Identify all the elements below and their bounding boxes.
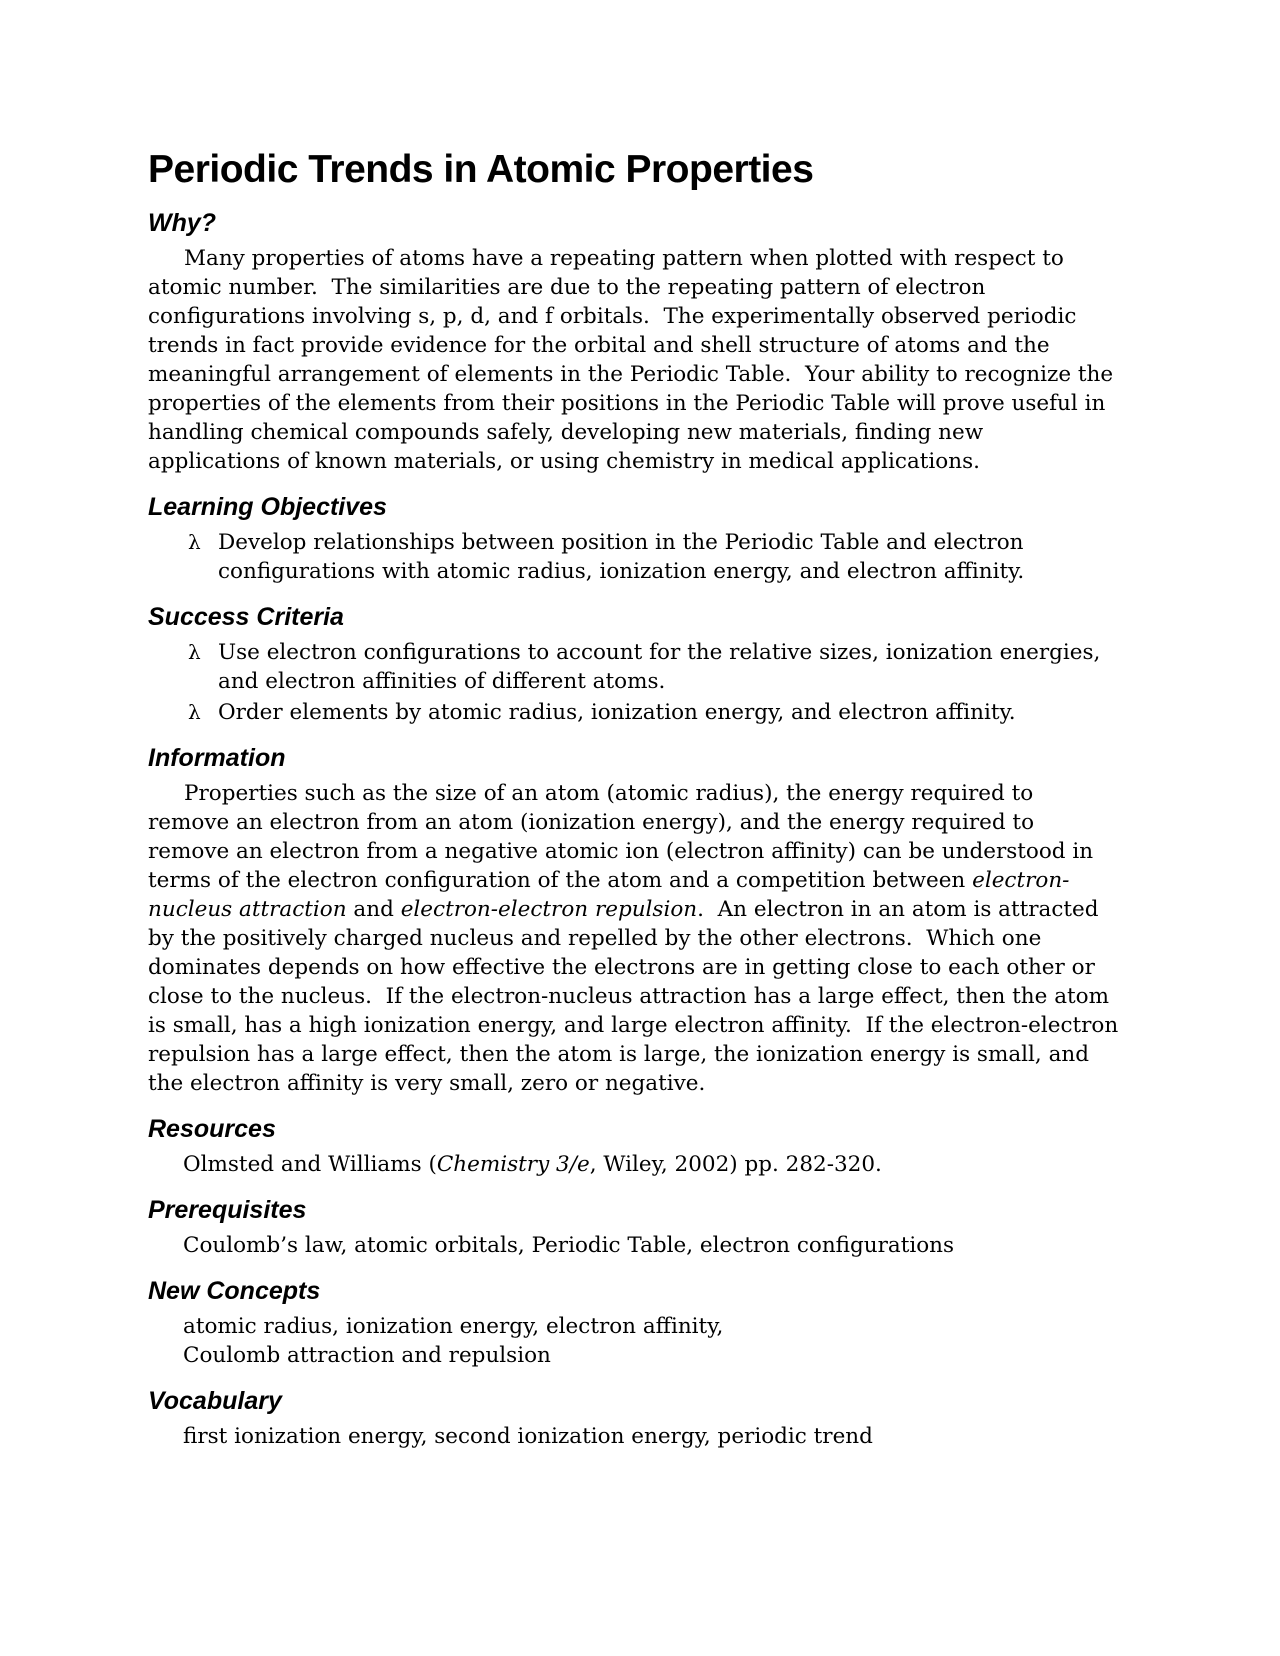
information-text: and <box>346 896 401 922</box>
information-italic-phrase: electron-electron repulsion <box>400 896 698 922</box>
page-title: Periodic Trends in Atomic Properties <box>148 148 814 191</box>
information-text: . An electron in an atom is attracted by the positively charged nucleus and repelled by the other electrons. Which one dominates depends on how effective the electrons are in getting close to each other or close to the nucleus. If the electron-nucleus attraction has a large effect, then the atom is small, has a high ionization energy, and large electron affinity. If the electron-electron repulsion has a large effect, then the atom is large, the ionization energy is small, and the electron affinity is very small, zero or negative. <box>148 896 1126 1096</box>
information-paragraph <box>148 779 1126 1098</box>
resources-citation <box>148 1150 1118 1179</box>
new-concepts-heading: New Concepts <box>148 1276 321 1305</box>
section-vocabulary <box>148 1386 1135 1451</box>
lambda-bullet-icon: λ <box>188 699 201 724</box>
section-learning-objectives <box>148 492 1135 586</box>
learning-objectives-heading: Learning Objectives <box>148 492 387 521</box>
information-italic-phrase: electron-nucleus attraction <box>148 867 1070 922</box>
lambda-bullet-icon: λ <box>188 529 201 554</box>
vocabulary-text: first ionization energy, second ionization energy, periodic trend <box>183 1423 873 1449</box>
list-item <box>148 698 1120 727</box>
vocabulary-heading: Vocabulary <box>148 1386 282 1415</box>
new-concepts-line: Coulomb attraction and repulsion <box>183 1342 551 1368</box>
new-concepts-line: atomic radius, ionization energy, electron affinity, <box>183 1313 724 1339</box>
prerequisites-text: Coulomb’s law, atomic orbitals, Periodic Table, electron configurations <box>183 1232 955 1258</box>
section-why <box>148 208 1135 476</box>
section-prerequisites <box>148 1195 1135 1260</box>
information-heading: Information <box>148 743 286 772</box>
citation-text: Olmsted and Williams ( <box>183 1151 437 1177</box>
lambda-bullet-icon: λ <box>188 639 201 664</box>
list-item <box>148 638 1120 696</box>
list-item-text: Order elements by atomic radius, ionization energy, and electron affinity. <box>218 699 1016 725</box>
why-heading: Why? <box>148 208 217 237</box>
learning-objectives-list <box>148 528 1135 586</box>
section-information <box>148 743 1135 1098</box>
information-text: Properties such as the size of an atom (atomic radius), the energy required to remove an electron from an atom (ionization energy), and the energy required to remove an electron from a negative atomic ion (electron affinity) can be understood in terms of the electron configuration of the atom and a competition between <box>148 780 1100 893</box>
section-new-concepts <box>148 1276 1135 1370</box>
success-criteria-list <box>148 638 1135 727</box>
list-item <box>148 528 1120 586</box>
list-item-text: Develop relationships between position in the Periodic Table and electron configurations with atomic radius, ionization energy, and electron affinity. <box>218 529 1025 584</box>
section-success-criteria <box>148 602 1135 727</box>
book-title: Chemistry 3/e <box>436 1151 590 1177</box>
citation-text: , Wiley, 2002) pp. 282-320. <box>589 1151 882 1177</box>
list-item-text: Use electron configurations to account for the relative sizes, ionization energies, and electron affinities of different atoms. <box>218 639 1101 694</box>
prerequisites-heading: Prerequisites <box>148 1195 307 1224</box>
resources-heading: Resources <box>148 1114 276 1143</box>
why-paragraph: Many properties of atoms have a repeating pattern when plotted with respect to atomic number. The similarities are due to the repeating pattern of electron configurations involving s, p, d, and f orbitals. The experimentally observed periodic trends in fact provide evidence for the orbital and shell structure of atoms and the meaningful arrangement of elements in the Periodic Table. Your ability to recognize the properties of the elements from their positions in the Periodic Table will prove useful in handling chemical compounds safely, developing new materials, finding new applications of known materials, or using chemistry in medical applications. <box>148 245 1120 474</box>
success-criteria-heading: Success Criteria <box>148 602 344 631</box>
section-resources <box>148 1114 1135 1179</box>
